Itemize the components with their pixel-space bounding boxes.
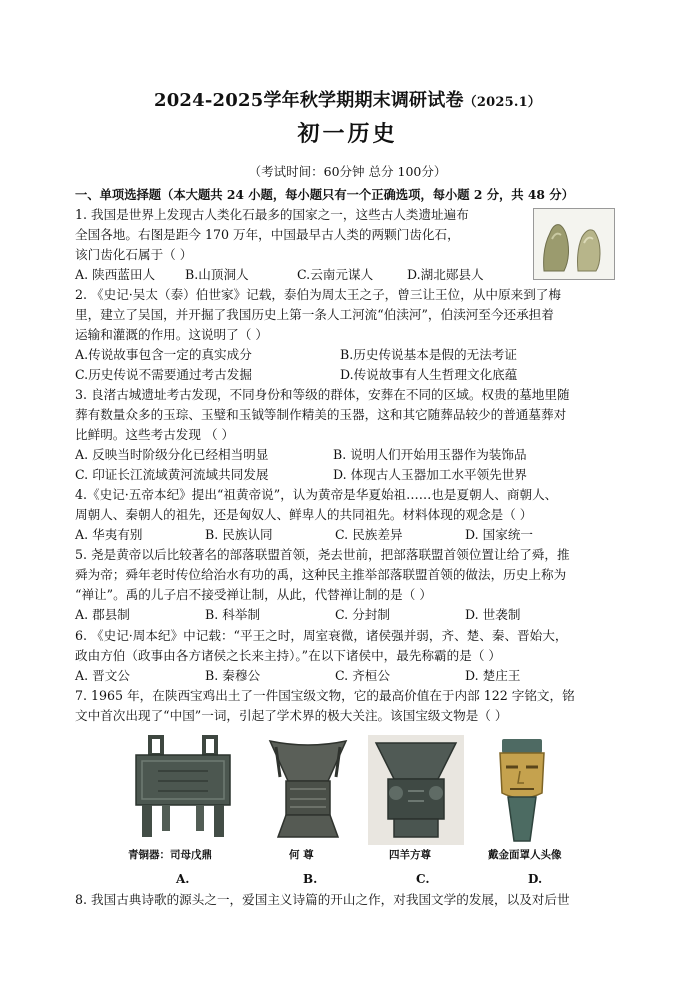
q3-option-a[interactable]: A. 反映当时阶级分化已经相当明显 bbox=[75, 447, 269, 462]
q3-option-b[interactable]: B. 说明人们开始用玉器作为装饰品 bbox=[333, 447, 527, 462]
q5-option-d[interactable]: D. 世袭制 bbox=[465, 607, 521, 622]
q5-option-a[interactable]: A. 郡县制 bbox=[75, 607, 130, 622]
simuwu-ding-image bbox=[128, 735, 238, 841]
q7-line2: 文中首次出现了“中国”一词，引起了学术界的极大关注。该国宝级文物是（ ） bbox=[75, 708, 508, 723]
exam-subject: 初一历史 bbox=[297, 121, 398, 147]
q3-line2: 葬有数量众多的玉琮、玉璧和玉钺等制作精美的玉器，这和其它随葬品较少的普通墓葬对 bbox=[75, 407, 567, 422]
q6-options bbox=[75, 666, 630, 686]
q7-option-a[interactable]: A. bbox=[176, 872, 190, 886]
section-heading: 一、单项选择题（本大题共 24 小题，每小题只有一个正确选项，每小题 2 分，共 48 分） bbox=[75, 187, 574, 202]
q4-line2: 周朝人、秦朝人的祖先，还是匈奴人、鲜卑人的共同祖先。材料体现的观念是（ ） bbox=[75, 507, 533, 522]
q3-line1: 3. 良渚古城遗址考古发现，不同身份和等级的群体，安葬在不同的区域。权贵的墓地里随 bbox=[75, 387, 570, 402]
q5-option-b[interactable]: B. 科举制 bbox=[205, 607, 261, 622]
title-main: 2024-2025学年秋学期期末调研试卷 bbox=[153, 90, 464, 111]
title-date: （2025.1） bbox=[463, 95, 542, 110]
q5-line2: 舜为帝；舜年老时传位给治水有功的禹，这种民主推举部落联盟首领的做法，历史上称为 bbox=[75, 567, 567, 582]
q4-option-d[interactable]: D. 国家统一 bbox=[465, 527, 534, 542]
he-zun-image bbox=[266, 737, 350, 843]
q2-options-row1 bbox=[75, 345, 630, 365]
q3-option-c[interactable]: C. 印证长江流域黄河流域共同发展 bbox=[75, 467, 269, 482]
caption-a: 青铜器：司母戊鼎 bbox=[128, 849, 212, 861]
tooth-fossil-image bbox=[533, 208, 615, 280]
q1-line3: 该门齿化石属于（ ） bbox=[75, 247, 193, 262]
q5-line3: “禅让”。禹的儿子启不接受禅让制，从此，代替禅让制的是（ ） bbox=[75, 587, 432, 602]
q2-option-d[interactable]: D.传说故事有人生哲理文化底蕴 bbox=[340, 367, 518, 382]
q3-line3: 比鲜明。这些考古发现 （ ） bbox=[75, 427, 235, 442]
q2-option-a[interactable]: A.传说故事包含一定的真实成分 bbox=[75, 347, 252, 362]
q2-option-b[interactable]: B.历史传说基本是假的无法考证 bbox=[340, 347, 517, 362]
caption-d: 戴金面罩人头像 bbox=[488, 849, 562, 861]
q7-line1: 7. 1965 年，在陕西宝鸡出土了一件国宝级文物，它的最高价值在于内部 122 字铭文，铭 bbox=[75, 688, 575, 703]
q7-option-c[interactable]: C. bbox=[416, 872, 430, 886]
q8-line1: 8. 我国古典诗歌的源头之一，爱国主义诗篇的开山之作，对我国文学的发展，以及对后世 bbox=[75, 892, 570, 907]
q7-artifact-images bbox=[0, 735, 695, 885]
q6-line1: 6. 《史记·周本纪》中记载：“平王之时，周室衰微，诸侯强并弱，齐、楚、秦、晋始大， bbox=[75, 628, 568, 643]
q1-line1: 1. 我国是世界上发现古人类化石最多的国家之一，这些古人类遗址遍布 bbox=[75, 207, 469, 222]
caption-b: 何 尊 bbox=[289, 849, 314, 861]
q5-option-c[interactable]: C. 分封制 bbox=[335, 607, 390, 622]
q6-option-d[interactable]: D. 楚庄王 bbox=[465, 668, 521, 683]
exam-info: （考试时间：60分钟 总分 100分） bbox=[248, 164, 447, 179]
exam-title bbox=[0, 86, 695, 112]
q7-option-b[interactable]: B. bbox=[303, 872, 318, 886]
q6-option-b[interactable]: B. 秦穆公 bbox=[205, 668, 261, 683]
gold-mask-head-image bbox=[494, 737, 550, 843]
q1-options bbox=[75, 265, 505, 285]
q5-line1: 5. 尧是黄帝以后比较著名的部落联盟首领，尧去世前，把部落联盟首领位置让给了舜，推 bbox=[75, 547, 570, 562]
q6-option-c[interactable]: C. 齐桓公 bbox=[335, 668, 390, 683]
four-goat-zun-image bbox=[368, 735, 464, 845]
q2-line1: 2. 《史记·吴太（泰）伯世家》记载，泰伯为周太王之子，曾三让王位，从中原来到了梅 bbox=[75, 287, 561, 302]
q3-options-row2 bbox=[75, 465, 630, 485]
q1-option-a[interactable]: A. 陕西蓝田人 bbox=[75, 267, 156, 282]
q3-option-d[interactable]: D. 体现古人玉器加工水平领先世界 bbox=[333, 467, 527, 482]
q5-options bbox=[75, 605, 630, 625]
q1-option-b[interactable]: B.山顶洞人 bbox=[185, 267, 249, 282]
q1-option-c[interactable]: C.云南元谋人 bbox=[297, 267, 374, 282]
q6-option-a[interactable]: A. 晋文公 bbox=[75, 668, 130, 683]
q4-options bbox=[75, 525, 630, 545]
caption-c: 四羊方尊 bbox=[389, 849, 431, 861]
q2-line3: 运输和灌溉的作用。这说明了（ ） bbox=[75, 327, 268, 342]
q3-options-row1 bbox=[75, 445, 630, 465]
q4-option-a[interactable]: A. 华夷有别 bbox=[75, 527, 143, 542]
q4-option-c[interactable]: C. 民族差异 bbox=[335, 527, 403, 542]
q2-line2: 里，建立了吴国，并开掘了我国历史上第一条人工河流“伯渎河”，伯渎河至今还承担着 bbox=[75, 307, 554, 322]
q1-option-d[interactable]: D.湖北郧县人 bbox=[407, 267, 484, 282]
q7-option-d[interactable]: D. bbox=[528, 872, 543, 886]
q2-option-c[interactable]: C.历史传说不需要通过考古发掘 bbox=[75, 367, 252, 382]
q6-line2: 政由方伯（政事由各方诸侯之长来主持）。”在以下诸侯中，最先称霸的是（ ） bbox=[75, 648, 502, 663]
q4-line1: 4.《史记·五帝本纪》提出“祖黄帝说”，认为黄帝是华夏始祖……也是夏朝人、商朝人、 bbox=[75, 487, 558, 502]
q4-option-b[interactable]: B. 民族认同 bbox=[205, 527, 273, 542]
q1-line2: 全国各地。右图是距今 170 万年，中国最早古人类的两颗门齿化石， bbox=[75, 227, 460, 242]
q2-options-row2 bbox=[75, 365, 630, 385]
